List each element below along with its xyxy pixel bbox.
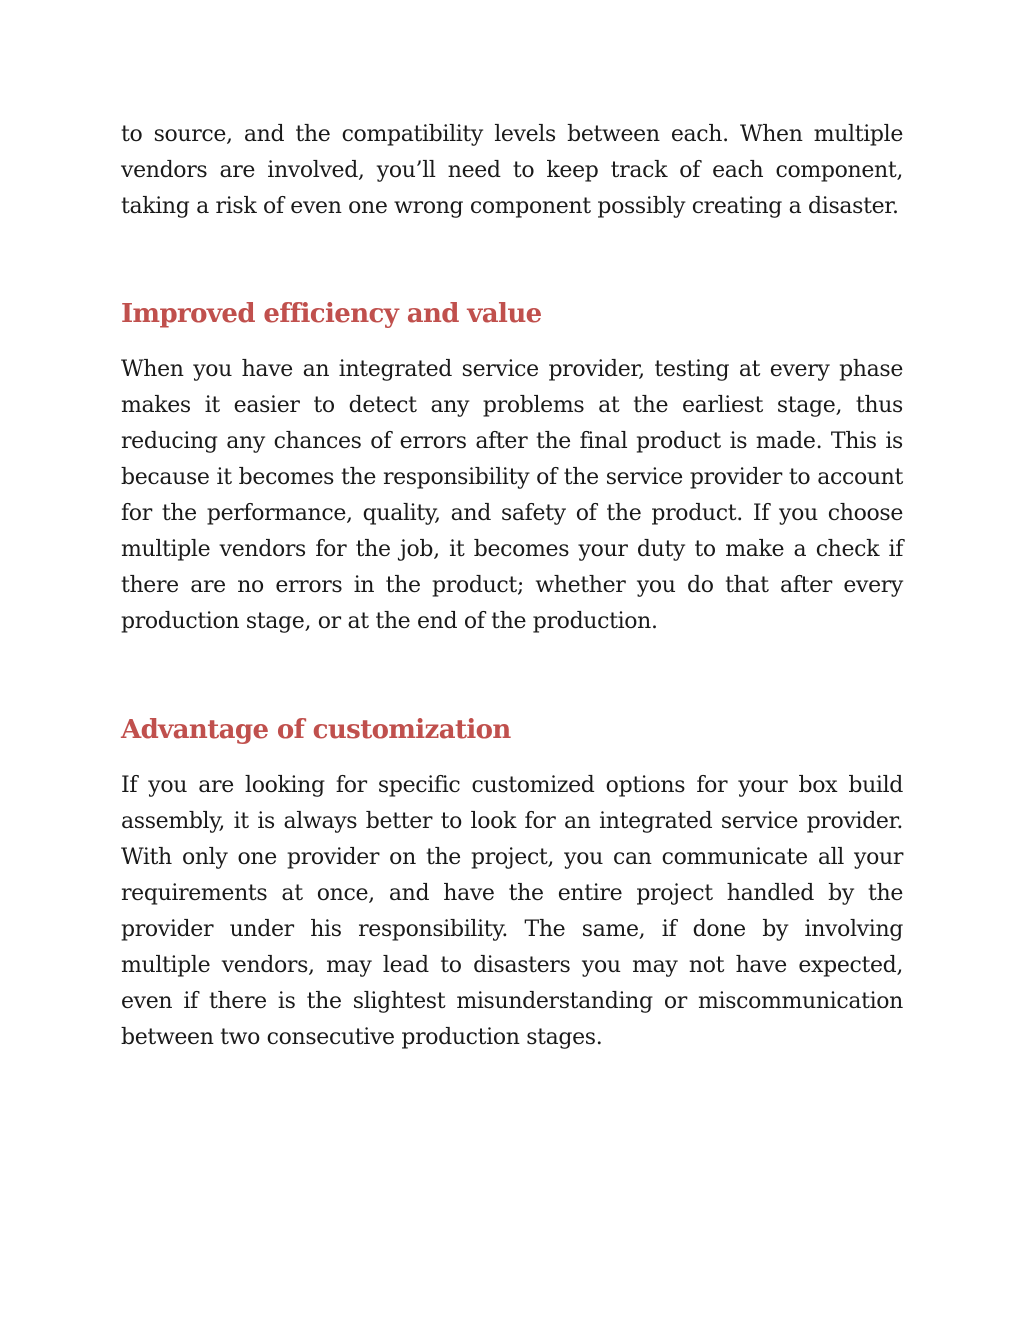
section-heading-customization: Advantage of customization [121, 715, 511, 745]
section-body-customization: If you are looking for specific customized options for your box build assembly, it is always better to look for an integrated service provider. With only one provider on the project, you can communicate all your requirements at once, and have the entire project handled by the provider under his responsibility. The same, if done by involving multiple vendors, may lead to disasters you may not have expected, even if there is the slightest misunderstanding or miscommunication between two consecutive production stages. [121, 773, 903, 1050]
section-body-efficiency: When you have an integrated service provider, testing at every phase makes it easier to detect any problems at the earliest stage, thus reducing any chances of errors after the final product is made. This is because it becomes the responsibility of the service provider to account for the performance, quality, and safety of the product. If you choose multiple vendors for the job, it becomes your duty to make a check if there are no errors in the product; whether you do that after every production stage, or at the end of the production. [121, 357, 903, 634]
section-heading-efficiency: Improved efficiency and value [121, 299, 542, 329]
intro-paragraph: to source, and the compatibility levels between each. When multiple vendors are involved, you’ll need to keep track of each component, taking a risk of even one wrong component possibly creating a disaster. [121, 122, 903, 219]
document-page [121, 117, 903, 1056]
